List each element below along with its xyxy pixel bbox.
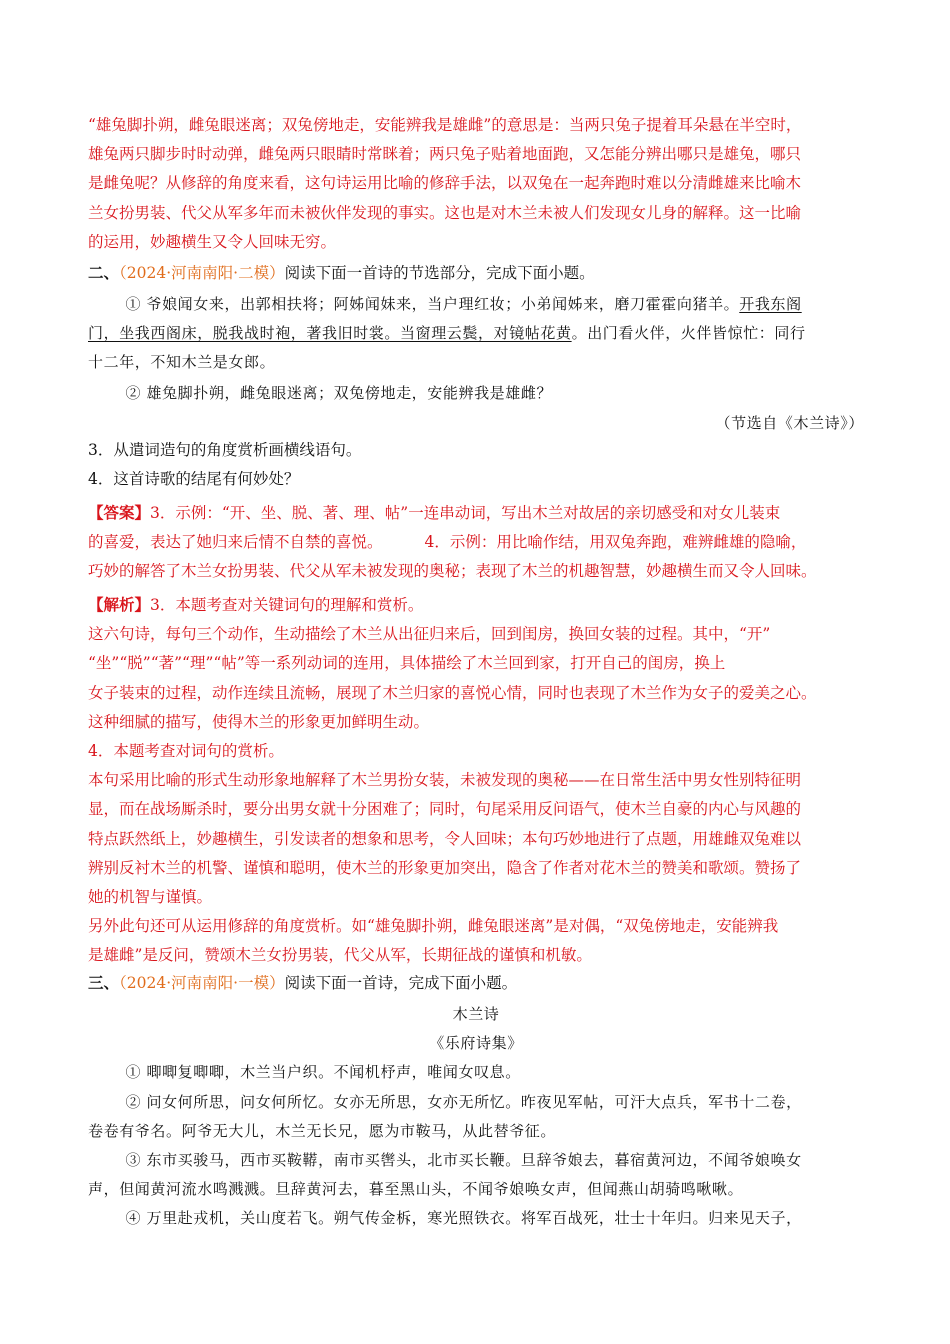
underlined-phrase: 门，坐我西阁床，脱我战时袍，著我旧时裳。当窗理云鬓，对镜帖花黄 — [88, 324, 572, 343]
analysis-head-4: 4．本题考查对词句的赏析。 — [88, 742, 284, 761]
question-source: （2024·河南南阳·二模） — [119, 264, 285, 282]
intro-paragraph — [88, 111, 864, 257]
poem-stanza-2: ② 雄兔脚扑朔，雌兔眼迷离；双兔傍地走，安能辨我是雄雌？ — [125, 383, 553, 402]
poem-title: 木兰诗 — [452, 1005, 500, 1023]
analysis-line: 这种细腻的描写，使得木兰的形象更加鲜明生动。 — [88, 712, 430, 731]
analysis-block — [88, 590, 864, 971]
analysis-line: 女子装束的过程，动作连续且流畅，展现了木兰归家的喜悦心情，同时也表现了木兰作为女子的爱美之心。 — [88, 683, 817, 702]
intro-line: 兰女扮男装、代父从军多年而未被伙伴发现的事实。这也是对木兰未被人们发现女儿身的解释。这一比喻 — [88, 203, 802, 222]
analysis-line: 辨别反衬木兰的机警、谨慎和聪明，使木兰的形象更加突出，隐含了作者对花木兰的赞美和歌颂。赞扬了 — [88, 858, 802, 877]
poem-stanza-2: ② 问女何所思，问女何所忆。女亦无所思，女亦无所忆。昨夜见军帖，可汗大点兵，军书十二卷， — [125, 1092, 802, 1111]
poem-stanza-1: ① 爷娘闻女来，出郭相扶将；阿姊闻妹来，当户理红妆；小弟闻姊来，磨刀霍霍向猪羊。开我东阁 — [125, 295, 802, 313]
question-prompt: 阅读下面一首诗，完成下面小题。 — [284, 974, 518, 992]
sub-question-4: 4．这首诗歌的结尾有何妙处？ — [88, 470, 300, 489]
poem-stanza-1-cont: 门，坐我西阁床，脱我战时袍，著我旧时裳。当窗理云鬓，对镜帖花黄。出门看火伴，火伴皆惊忙：同行 — [88, 324, 806, 343]
analysis-line: 她的机智与谨慎。 — [88, 888, 213, 907]
analysis-line: 特点跃然纸上，妙趣横生，引发读者的想象和思考，令人回味；本句巧妙地进行了点题，用雄雌双兔难以 — [88, 829, 802, 848]
answer-line: 【答案】3．示例：“开、坐、脱、著、理、帖”一连串动词，写出木兰对故居的亲切感受和对女儿装束 — [88, 503, 781, 522]
question-3-header — [88, 968, 864, 998]
answer-line: 巧妙的解答了木兰女扮男装、代父从军未被发现的奥秘；表现了木兰的机趣智慧，妙趣横生而又令人回味。 — [88, 562, 817, 581]
source-note: （节选自《木兰诗》） — [715, 413, 864, 432]
intro-line: 的运用，妙趣横生又令人回味无穷。 — [88, 232, 337, 251]
sub-question-3: 3．从遣词造句的角度赏析画横线语句。 — [88, 441, 362, 459]
intro-line: “雄兔脚扑朔，雌兔眼迷离；双兔傍地走，安能辨我是雄雌”的意思是：当两只兔子提着耳朵悬在半空时， — [88, 116, 802, 134]
analysis-line: “坐”“脱”“著”“理”“帖”等一系列动词的连用，具体描绘了木兰回到家，打开自己的闺房，换上 — [88, 654, 726, 673]
analysis-line: 是雄雌”是反问，赞颂木兰女扮男装，代父从军，长期征战的谨慎和机敏。 — [88, 946, 592, 965]
intro-line: 雄兔两只脚步时时动弹，雌兔两只眼睛时常眯着；两只兔子贴着地面跑，又怎能分辨出哪只是雄兔，哪只 — [88, 145, 802, 164]
poem-full — [88, 1000, 864, 1234]
analysis-label: 【解析】 — [88, 595, 151, 614]
analysis-line: 显，而在战场厮杀时，要分出男女就十分困难了；同时，句尾采用反问语气，使木兰自豪的内心与风趣的 — [88, 800, 802, 819]
poem-stanza-1: ① 唧唧复唧唧，木兰当户织。不闻机杼声，唯闻女叹息。 — [125, 1063, 521, 1082]
poem-stanza-2-cont: 卷卷有爷名。阿爷无大儿，木兰无长兄，愿为市鞍马，从此替爷征。 — [88, 1121, 557, 1140]
answer-line: 的喜爱，表达了她归来后情不自禁的喜悦。 4．示例：用比喻作结，用双兔奔跑，难辨雌雄的隐喻， — [88, 533, 807, 552]
question-number: 二、 — [88, 263, 120, 282]
analysis-line: 本句采用比喻的形式生动形象地解释了木兰男扮女装，未被发现的奥秘——在日常生活中男女性别特征明 — [88, 771, 802, 790]
analysis-head: 【解析】3．本题考查对关键词句的理解和赏析。 — [88, 595, 424, 614]
analysis-line: 另外此句还可从运用修辞的角度赏析。如“雄兔脚扑朔，雌兔眼迷离”是对偶，“双兔傍地走，安能辨我 — [88, 917, 779, 936]
answer-block — [88, 498, 864, 587]
poem-collection: 《乐府诗集》 — [429, 1034, 523, 1053]
question-2-header — [88, 258, 864, 288]
question-prompt: 阅读下面一首诗的节选部分，完成下面小题。 — [284, 264, 595, 282]
poem-stanza-3-cont: 声，但闻黄河流水鸣溅溅。旦辞黄河去，暮至黑山头，不闻爷娘唤女声，但闻燕山胡骑鸣啾啾。 — [88, 1180, 744, 1199]
question-source: （2024·河南南阳·一模） — [119, 974, 285, 992]
intro-line: 是雌兔呢？从修辞的角度来看，这句诗运用比喻的修辞手法，以双兔在一起奔跑时难以分清雌雄来比喻木 — [88, 174, 802, 193]
poem-stanza-3: ③ 东市买骏马，西市买鞍鞯，南市买辔头，北市买长鞭。旦辞爷娘去，暮宿黄河边，不闻爷娘唤女 — [125, 1151, 802, 1170]
poem-excerpt — [88, 290, 864, 438]
underlined-phrase: 开我东阁 — [739, 295, 802, 313]
answer-label: 【答案】 — [88, 503, 151, 522]
poem-stanza-1-end: 十二年，不知木兰是女郎。 — [88, 353, 276, 372]
question-number: 三、 — [88, 973, 120, 992]
sub-questions — [88, 436, 864, 494]
analysis-line: 这六句诗，每句三个动作，生动描绘了木兰从出征归来后，回到闺房，换回女装的过程。其中，“开” — [88, 625, 771, 644]
poem-stanza-4: ④ 万里赴戎机，关山度若飞。朔气传金柝，寒光照铁衣。将军百战死，壮士十年归。归来见天子， — [125, 1209, 802, 1228]
